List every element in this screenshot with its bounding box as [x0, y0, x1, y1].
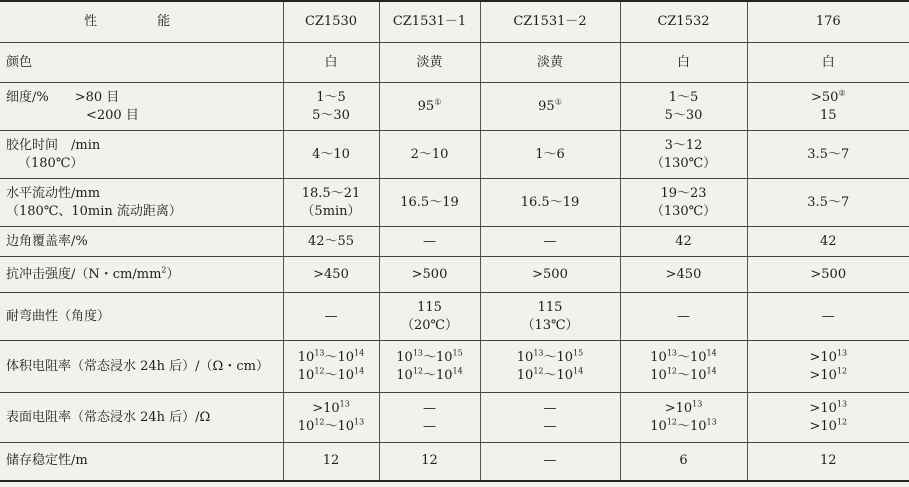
- exp: 13: [533, 348, 544, 358]
- cell: [379, 393, 480, 443]
- cell: —: [379, 227, 480, 257]
- exp: 13: [412, 348, 423, 358]
- exp: 12: [666, 366, 677, 376]
- cell-line: 5～30: [664, 107, 703, 123]
- exp: 15: [452, 348, 463, 358]
- base: ～10: [543, 367, 574, 383]
- prop-label: 边角覆盖率/%: [0, 227, 283, 257]
- row-gel-time: [0, 131, 909, 179]
- cell: [480, 83, 620, 131]
- cell: —: [480, 443, 620, 481]
- header-cz1531-1: CZ1531－1: [379, 1, 480, 43]
- prop-label: [0, 131, 283, 179]
- base: ～10: [543, 349, 574, 365]
- prop-line: <200 目: [86, 107, 139, 123]
- row-volume-resistivity: [0, 341, 909, 393]
- prop-label: [0, 83, 283, 131]
- cell: 12: [283, 443, 379, 481]
- cell-line: （13℃）: [521, 317, 579, 333]
- row-bend-resistance: [0, 293, 909, 341]
- cell: >500: [379, 257, 480, 293]
- superscript: 2: [161, 265, 167, 275]
- cell-line: 3～12: [664, 137, 703, 153]
- prop-label: 表面电阻率（常态浸水 24h 后）/Ω: [0, 393, 283, 443]
- base: >10: [809, 400, 837, 416]
- header-row: [0, 1, 909, 43]
- exp: 13: [339, 399, 350, 409]
- cell: [747, 341, 909, 393]
- prop-label: 耐弯曲性（角度）: [0, 293, 283, 341]
- cell: >450: [283, 257, 379, 293]
- cell: 42: [747, 227, 909, 257]
- exp: 12: [836, 417, 848, 427]
- prop-line: （180℃）: [18, 155, 84, 171]
- cell-line: 95: [538, 98, 555, 114]
- prop-line: 细度/% >80 目: [6, 89, 120, 105]
- cell-line: 1～5: [316, 89, 346, 105]
- prop-line: 水平流动性/mm: [6, 185, 101, 201]
- base: ～10: [423, 367, 453, 383]
- prop-label: [0, 257, 283, 293]
- base: >10: [664, 400, 693, 416]
- cell: 3.5～7: [747, 131, 909, 179]
- exp: 12: [314, 366, 325, 376]
- prop-label: 体积电阻率（常态浸水 24h 后）/（Ω・cm）: [0, 341, 283, 393]
- exp: 12: [314, 417, 325, 427]
- header-cz1530: CZ1530: [283, 1, 379, 43]
- cell: >500: [480, 257, 620, 293]
- cell-line: —: [543, 418, 557, 434]
- exp: 13: [692, 399, 703, 409]
- cell: [620, 83, 747, 131]
- base: ～10: [677, 349, 707, 365]
- cell: [620, 393, 747, 443]
- exp: 14: [354, 366, 365, 376]
- cell-line: —: [543, 400, 557, 416]
- cell: 白: [747, 43, 909, 83]
- cell: [480, 341, 620, 393]
- cell: 2～10: [379, 131, 480, 179]
- prop-line: （180℃、10min 流动距离）: [6, 203, 182, 219]
- prop-text: ）: [166, 266, 180, 282]
- cell-line: 5～30: [312, 107, 350, 123]
- cell-line: >50: [810, 89, 839, 105]
- prop-line: 胶化时间 /min: [6, 137, 101, 153]
- cell: 6: [620, 443, 747, 481]
- footnote-mark: ①: [434, 97, 442, 107]
- cell: [379, 341, 480, 393]
- cell: 4～10: [283, 131, 379, 179]
- cell: 16.5～19: [379, 179, 480, 227]
- cell: [480, 293, 620, 341]
- cell: 16.5～19: [480, 179, 620, 227]
- cell-line: —: [423, 400, 436, 416]
- base: >10: [809, 349, 837, 365]
- cell: 12: [747, 443, 909, 481]
- base: 10: [396, 367, 413, 383]
- row-impact-strength: [0, 257, 909, 293]
- cell: 12: [379, 443, 480, 481]
- row-surface-resistivity: [0, 393, 909, 443]
- cell-line: （5min）: [301, 203, 361, 219]
- row-color: [0, 43, 909, 83]
- cell: 1～6: [480, 131, 620, 179]
- base: ～10: [324, 349, 355, 365]
- base: >10: [809, 418, 837, 434]
- footnote-mark: ②: [838, 88, 846, 98]
- cell-line: 15: [819, 107, 837, 123]
- prop-label: 储存稳定性/m: [0, 443, 283, 481]
- base: 10: [516, 349, 534, 365]
- cell-line: 1～5: [668, 89, 699, 105]
- base: 10: [516, 367, 534, 383]
- header-property: 性 能: [0, 1, 283, 43]
- cell-line: 19～23: [660, 185, 707, 201]
- cell: [283, 393, 379, 443]
- cell: —: [747, 293, 909, 341]
- cell: —: [620, 293, 747, 341]
- cell: [480, 393, 620, 443]
- exp: 13: [706, 417, 717, 427]
- base: >10: [809, 367, 837, 383]
- exp: 14: [706, 366, 717, 376]
- prop-text: 抗冲击强度/（N・cm/mm: [6, 266, 162, 282]
- cell: [620, 179, 747, 227]
- cell: [620, 341, 747, 393]
- cell-line: 95: [417, 98, 435, 114]
- base: ～10: [324, 367, 355, 383]
- cell: 42: [620, 227, 747, 257]
- cell: [747, 393, 909, 443]
- base: ～10: [677, 418, 707, 434]
- cell: >450: [620, 257, 747, 293]
- exp: 14: [452, 366, 463, 376]
- cell: [283, 341, 379, 393]
- cell: [283, 83, 379, 131]
- exp: 12: [666, 417, 677, 427]
- cell-line: （20℃）: [400, 317, 459, 333]
- header-cz1531-2: CZ1531－2: [480, 1, 620, 43]
- cell-line: —: [423, 418, 436, 434]
- base: 10: [396, 349, 413, 365]
- base: ～10: [677, 367, 707, 383]
- cell: 白: [620, 43, 747, 83]
- cell-line: 115: [537, 299, 563, 315]
- exp: 13: [836, 399, 848, 409]
- cell-line: （130℃）: [650, 203, 717, 219]
- cell: 淡黄: [379, 43, 480, 83]
- exp: 13: [666, 348, 677, 358]
- exp: 14: [706, 348, 717, 358]
- base: >10: [312, 400, 340, 416]
- cell-line: 115: [417, 299, 442, 315]
- cell: [283, 179, 379, 227]
- prop-label: [0, 179, 283, 227]
- cell: 42～55: [283, 227, 379, 257]
- base: 10: [297, 367, 315, 383]
- cell: >500: [747, 257, 909, 293]
- row-horizontal-flow: [0, 179, 909, 227]
- row-storage-stability: [0, 443, 909, 481]
- prop-label: 颜色: [0, 43, 283, 83]
- base: ～10: [423, 349, 453, 365]
- cell: [379, 293, 480, 341]
- cell: 3.5～7: [747, 179, 909, 227]
- base: 10: [650, 349, 667, 365]
- exp: 13: [314, 348, 325, 358]
- cell: [620, 131, 747, 179]
- cell: —: [480, 227, 620, 257]
- header-176: 176: [747, 1, 909, 43]
- cell: 淡黄: [480, 43, 620, 83]
- cell-line: 18.5～21: [301, 185, 361, 201]
- exp: 14: [354, 348, 365, 358]
- cell: 白: [283, 43, 379, 83]
- exp: 13: [836, 348, 848, 358]
- cell-line: （130℃）: [650, 155, 717, 171]
- exp: 15: [573, 348, 584, 358]
- exp: 13: [354, 417, 365, 427]
- base: 10: [650, 418, 667, 434]
- cell: [747, 83, 909, 131]
- exp: 14: [573, 366, 584, 376]
- base: 10: [297, 349, 315, 365]
- base: 10: [297, 418, 315, 434]
- row-fineness: [0, 83, 909, 131]
- base: 10: [650, 367, 667, 383]
- exp: 12: [836, 366, 848, 376]
- cell: [379, 83, 480, 131]
- exp: 12: [412, 366, 423, 376]
- row-edge-coverage: [0, 227, 909, 257]
- footnote-mark: ①: [554, 97, 562, 107]
- base: ～10: [324, 418, 355, 434]
- header-cz1532: CZ1532: [620, 1, 747, 43]
- cell: —: [283, 293, 379, 341]
- exp: 12: [533, 366, 544, 376]
